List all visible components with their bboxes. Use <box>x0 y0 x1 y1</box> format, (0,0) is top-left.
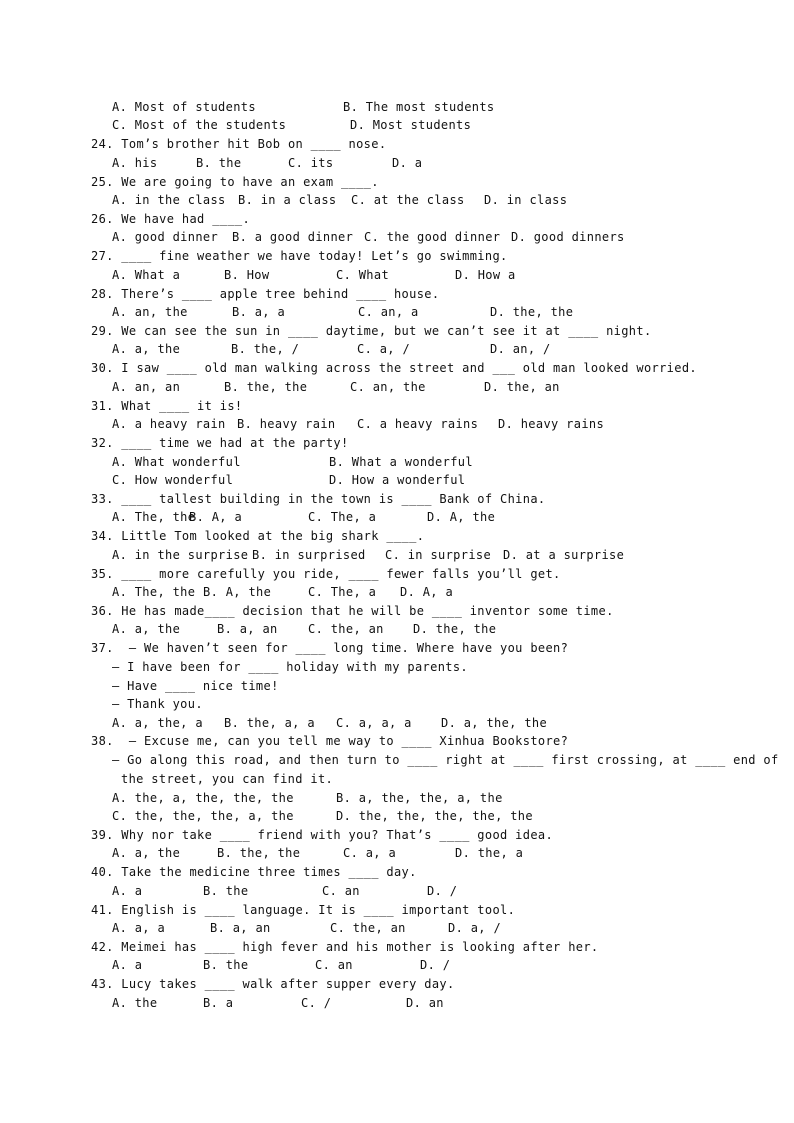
answer-option: C. a, / <box>357 342 411 356</box>
answer-option: D. / <box>420 958 451 972</box>
question-text: 26. We have had ____. <box>91 212 251 226</box>
answer-option: B. the, a, a <box>224 716 315 730</box>
question-text: 34. Little Tom looked at the big shark ____. <box>91 529 425 543</box>
answer-option: D. a <box>392 156 423 170</box>
answer-option: C. the, an <box>308 622 384 636</box>
answer-option: A. a heavy rain <box>112 417 226 431</box>
answer-option: D. a, the, the <box>441 716 548 730</box>
answer-option: C. The, a <box>308 585 377 599</box>
answer-option: D. heavy rains <box>498 417 605 431</box>
answer-option: B. A, the <box>203 585 272 599</box>
answer-option: D. a, / <box>448 921 502 935</box>
answer-option: C. a heavy rains <box>357 417 479 431</box>
question-text: 33. ____ tallest building in the town is ____ Bank of China. <box>91 492 546 506</box>
answer-option: C. an <box>322 884 360 898</box>
question-text: 24. Tom’s brother hit Bob on ____ nose. <box>91 137 387 151</box>
answer-option: B. in surprised <box>252 548 366 562</box>
answer-option: A. a <box>112 958 143 972</box>
answer-option: C. a, a <box>343 846 397 860</box>
answer-option: A. the, a, the, the, the <box>112 791 294 805</box>
question-text: 35. ____ more carefully you ride, ____ fewer falls you’ll get. <box>91 567 561 581</box>
question-text: – I have been for ____ holiday with my parents. <box>112 660 469 674</box>
answer-option: A. What a <box>112 268 181 282</box>
answer-option: C. the, an <box>330 921 406 935</box>
answer-option: D. the, an <box>484 380 560 394</box>
question-text: 32. ____ time we had at the party! <box>91 436 349 450</box>
answer-option: B. a good dinner <box>232 230 354 244</box>
answer-option: C. Most of the students <box>112 118 287 132</box>
answer-option: B. heavy rain <box>237 417 336 431</box>
answer-option: A. Most of students <box>112 100 256 114</box>
answer-option: D. at a surprise <box>503 548 625 562</box>
answer-option: D. good dinners <box>511 230 625 244</box>
answer-option: D. the, the <box>413 622 497 636</box>
answer-option: A. in the class <box>112 193 226 207</box>
answer-option: A. The, the <box>112 510 196 524</box>
answer-option: B. A, a <box>189 510 243 524</box>
answer-option: C. the, the, the, a, the <box>112 809 294 823</box>
answer-option: D. How a <box>455 268 516 282</box>
answer-option: A. his <box>112 156 158 170</box>
answer-option: B. a, the, the, a, the <box>336 791 503 805</box>
answer-option: C. The, a <box>308 510 377 524</box>
answer-option: A. good dinner <box>112 230 219 244</box>
answer-option: C. at the class <box>351 193 465 207</box>
answer-option: B. What a wonderful <box>329 455 473 469</box>
answer-option: A. a, the <box>112 622 181 636</box>
answer-option: B. the <box>196 156 242 170</box>
answer-option: A. What wonderful <box>112 455 241 469</box>
answer-option: C. an <box>315 958 353 972</box>
answer-option: B. a <box>203 996 234 1010</box>
answer-option: A. a, the <box>112 342 181 356</box>
answer-option: D. an, / <box>490 342 551 356</box>
answer-option: A. a <box>112 884 143 898</box>
answer-option: D. in class <box>484 193 568 207</box>
answer-option: B. in a class <box>238 193 337 207</box>
question-text: 27. ____ fine weather we have today! Let’s go swimming. <box>91 249 508 263</box>
answer-option: B. a, a <box>232 305 286 319</box>
question-text: – Have ____ nice time! <box>112 679 279 693</box>
answer-option: A. a, the, a <box>112 716 203 730</box>
question-text: 29. We can see the sun in ____ daytime, but we can’t see it at ____ night. <box>91 324 652 338</box>
answer-option: B. the <box>203 884 249 898</box>
answer-option: D. the, the <box>490 305 574 319</box>
question-text: 40. Take the medicine three times ____ day. <box>91 865 417 879</box>
question-text: 28. There’s ____ apple tree behind ____ house. <box>91 287 440 301</box>
answer-option: B. the, the <box>224 380 308 394</box>
question-text: 38. – Excuse me, can you tell me way to ____ Xinhua Bookstore? <box>91 734 569 748</box>
question-text: 25. We are going to have an exam ____. <box>91 175 379 189</box>
answer-option: C. the good dinner <box>364 230 501 244</box>
question-text: 37. – We haven’t seen for ____ long time. Where have you been? <box>91 641 569 655</box>
question-text: 39. Why nor take ____ friend with you? That’s ____ good idea. <box>91 828 554 842</box>
answer-option: D. A, a <box>400 585 454 599</box>
answer-option: B. How <box>224 268 270 282</box>
answer-option: C. an, the <box>350 380 426 394</box>
answer-option: C. How wonderful <box>112 473 234 487</box>
answer-option: C. in surprise <box>385 548 492 562</box>
answer-option: D. an <box>406 996 444 1010</box>
answer-option: C. an, a <box>358 305 419 319</box>
answer-option: D. / <box>427 884 458 898</box>
question-text: – Go along this road, and then turn to ____ right at ____ first crossing, at ____ end of <box>112 753 779 767</box>
answer-option: D. A, the <box>427 510 496 524</box>
answer-option: A. the <box>112 996 158 1010</box>
answer-option: D. the, the, the, the, the <box>336 809 533 823</box>
answer-option: C. What <box>336 268 390 282</box>
answer-option: B. The most students <box>343 100 495 114</box>
question-text: 31. What ____ it is! <box>91 399 243 413</box>
question-text: 41. English is ____ language. It is ____ important tool. <box>91 903 516 917</box>
answer-option: D. How a wonderful <box>329 473 466 487</box>
answer-option: A. a, a <box>112 921 166 935</box>
question-text: 36. He has made____ decision that he will be ____ inventor some time. <box>91 604 614 618</box>
answer-option: A. The, the <box>112 585 196 599</box>
answer-option: B. a, an <box>210 921 271 935</box>
question-text: – Thank you. <box>112 697 203 711</box>
answer-option: A. an, an <box>112 380 181 394</box>
answer-option: C. / <box>301 996 332 1010</box>
question-text: the street, you can find it. <box>121 772 334 786</box>
answer-option: C. a, a, a <box>336 716 412 730</box>
question-text: 43. Lucy takes ____ walk after supper every day. <box>91 977 455 991</box>
answer-option: B. the, the <box>217 846 301 860</box>
answer-option: C. its <box>288 156 334 170</box>
answer-option: D. Most students <box>350 118 472 132</box>
answer-option: B. the <box>203 958 249 972</box>
question-text: 30. I saw ____ old man walking across the street and ___ old man looked worried. <box>91 361 697 375</box>
question-text: 42. Meimei has ____ high fever and his mother is looking after her. <box>91 940 599 954</box>
answer-option: A. an, the <box>112 305 188 319</box>
answer-option: B. a, an <box>217 622 278 636</box>
answer-option: A. in the surprise <box>112 548 249 562</box>
answer-option: D. the, a <box>455 846 524 860</box>
answer-option: B. the, / <box>231 342 300 356</box>
answer-option: A. a, the <box>112 846 181 860</box>
